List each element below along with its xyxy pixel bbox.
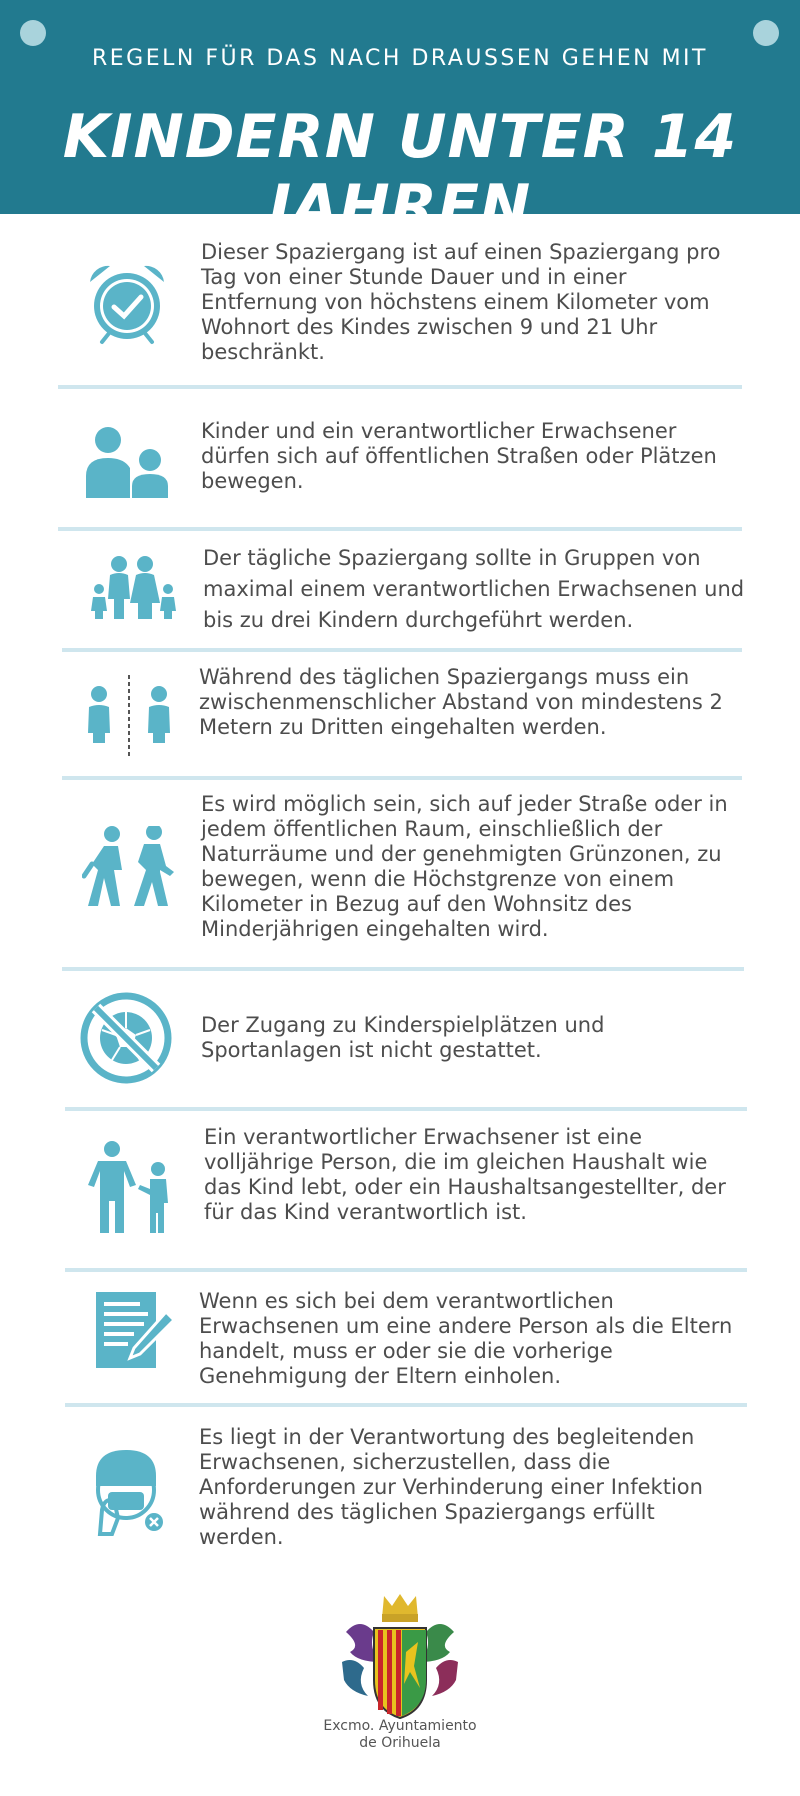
- rule-text: Der tägliche Spaziergang sollte in Gruppen von maximal einem verantwortlichen Erwachsenen und bis zu drei Kindern durchgeführt werden.: [203, 546, 745, 632]
- divider: [62, 648, 742, 652]
- face-mask-icon: [92, 1446, 168, 1536]
- header-title: KINDERN UNTER 14 JAHREN: [62, 102, 738, 242]
- divider: [65, 1268, 747, 1272]
- no-football-icon: [80, 992, 172, 1084]
- divider: [65, 1403, 747, 1407]
- caption-line-1: Excmo. Ayuntamiento: [323, 1718, 477, 1734]
- decorative-dot-right: [753, 20, 779, 46]
- rule-text: Kinder und ein verantwortlicher Erwachsener dürfen sich auf öffentlichen Straßen oder Plätzen bewegen.: [201, 419, 717, 493]
- divider: [62, 776, 742, 780]
- adult-and-child-icon: [86, 1141, 176, 1233]
- header-banner: [0, 0, 800, 242]
- header-subtitle: REGELN FÜR DAS NACH DRAUSSEN GEHEN MIT: [92, 46, 708, 71]
- logo-caption: [300, 1718, 500, 1752]
- walking-people-icon: [82, 826, 176, 908]
- alarm-clock-icon: [84, 260, 170, 346]
- rule-text: Ein verantwortlicher Erwachsener ist eine volljährige Person, die im gleichen Haushalt wie das Kind lebt, oder ein Haushaltsangestellter, der für das Kind verantwortlich ist.: [204, 1125, 726, 1224]
- rule-text: Es wird möglich sein, sich auf jeder Straße oder in jedem öffentlichen Raum, einschließlich der Naturräume und der genehmigten Grünzonen, zu bewegen, wenn die Höchstgrenze von einem Kilometer in Bezug auf den Wohnsitz des Minderjährigen eingehalten wird.: [201, 792, 728, 941]
- rule-text: Es liegt in der Verantwortung des begleitenden Erwachsenen, sicherzustellen, dass die Anforderungen zur Verhinderung einer Infektion während des täglichen Spaziergangs erfüllt werden.: [199, 1425, 703, 1549]
- rule-text: Wenn es sich bei dem verantwortlichen Erwachsenen um eine andere Person als die Eltern handelt, muss er oder sie die vorherige Genehmigung der Eltern einholen.: [199, 1289, 733, 1388]
- rule-text: Der Zugang zu Kinderspielplätzen und Sportanlagen ist nicht gestattet.: [201, 1013, 605, 1062]
- distance-icon: [86, 673, 172, 759]
- adult-with-child-icon: [84, 426, 174, 498]
- caption-line-2: de Orihuela: [359, 1735, 441, 1751]
- signed-document-icon: [96, 1292, 176, 1370]
- family-group-icon: [90, 555, 180, 619]
- rule-text: Dieser Spaziergang ist auf einen Spaziergang pro Tag von einer Stunde Dauer und in einer Entfernung von höchstens einem Kilometer vom Wohnort des Kindes zwischen 9 und 21 Uhr beschränkt.: [201, 240, 721, 364]
- divider: [58, 385, 742, 389]
- divider: [62, 967, 744, 971]
- rule-text: Während des täglichen Spaziergangs muss ein zwischenmenschlicher Abstand von mindestens 2 Metern zu Dritten eingehalten werden.: [199, 665, 723, 739]
- divider: [58, 527, 742, 531]
- divider: [65, 1107, 747, 1111]
- decorative-dot-left: [20, 20, 46, 46]
- coat-of-arms-icon: [340, 1592, 460, 1722]
